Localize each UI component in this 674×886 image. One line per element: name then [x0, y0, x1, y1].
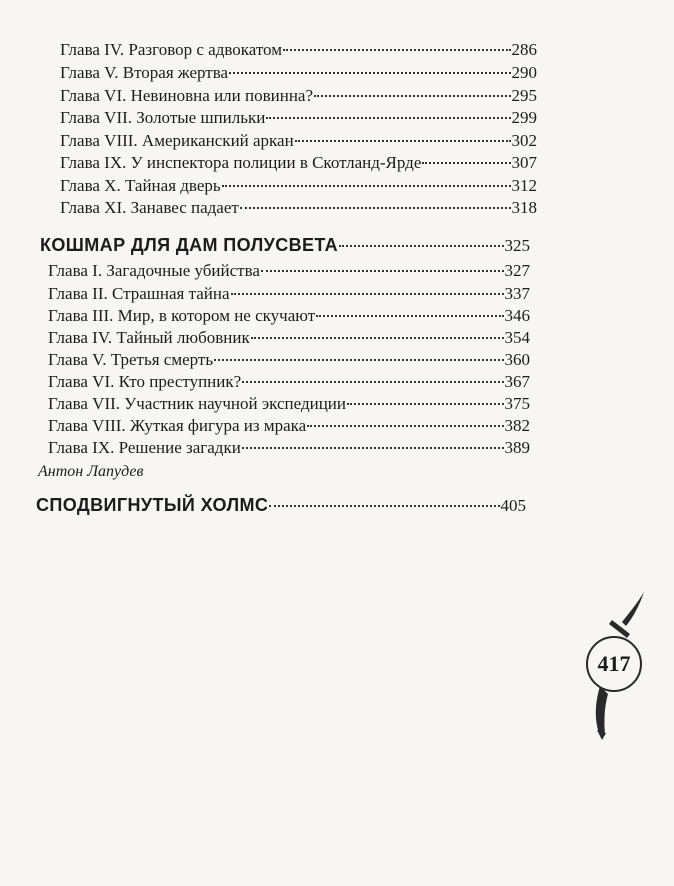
entry-title: Глава V. Вторая жертва: [60, 63, 229, 82]
section-page: 325: [504, 236, 530, 255]
toc-entry[interactable]: [60, 197, 537, 219]
entry-page: 382: [504, 416, 530, 435]
toc-entry[interactable]: [48, 283, 530, 305]
entry-page: 286: [511, 40, 537, 59]
dot-leader: [214, 359, 503, 361]
section-heading[interactable]: [36, 494, 526, 517]
entry-page: 360: [504, 350, 530, 369]
entry-page: 375: [504, 394, 530, 413]
entry-title: Глава VIII. Жуткая фигура из мрака: [48, 416, 307, 435]
dot-leader: [231, 293, 504, 295]
section-heading[interactable]: [40, 234, 530, 257]
entry-title: Глава XI. Занавес падает: [60, 198, 239, 217]
toc-entry[interactable]: [48, 327, 530, 349]
dot-leader: [229, 72, 510, 74]
dot-leader: [347, 403, 504, 405]
entry-title: Глава III. Мир, в котором не скучают: [48, 306, 316, 325]
entry-title: Глава IV. Тайный любовник: [48, 328, 250, 347]
toc-entry[interactable]: [60, 152, 537, 174]
entry-title: Глава VI. Невиновна или повинна?: [60, 86, 314, 105]
toc-entry[interactable]: [48, 371, 530, 393]
toc-entry[interactable]: [48, 305, 530, 327]
dot-leader: [261, 270, 504, 272]
section-title: КОШМАР ДЛЯ ДАМ ПОЛУСВЕТА: [40, 235, 339, 255]
entry-title: Глава IV. Разговор с адвокатом: [60, 40, 282, 59]
dot-leader: [222, 185, 511, 187]
dot-leader: [266, 117, 510, 119]
dot-leader: [422, 162, 510, 164]
entry-title: Глава VII. Золотые шпильки: [60, 108, 266, 127]
entry-title: Глава II. Страшная тайна: [48, 284, 230, 303]
dot-leader: [295, 140, 511, 142]
entry-title: Глава V. Третья смерть: [48, 350, 214, 369]
toc-entry[interactable]: [60, 85, 537, 107]
entry-page: 302: [511, 131, 537, 150]
dot-leader: [314, 95, 510, 97]
entry-title: Глава VII. Участник научной экспедиции: [48, 394, 346, 413]
dot-leader: [283, 49, 511, 51]
dot-leader: [242, 447, 504, 449]
entry-page: 318: [511, 198, 537, 217]
dot-leader: [316, 315, 503, 317]
author-name: Антон Лапудев: [38, 463, 144, 480]
dot-leader: [242, 381, 503, 383]
entry-page: 367: [504, 372, 530, 391]
entry-page: 290: [511, 63, 537, 82]
toc-entry[interactable]: [48, 415, 530, 437]
section-page: 405: [500, 496, 526, 515]
dot-leader: [307, 425, 503, 427]
dot-leader: [240, 207, 511, 209]
entry-page: 354: [504, 328, 530, 347]
entry-page: 295: [511, 86, 537, 105]
toc-entry[interactable]: [60, 39, 537, 61]
toc-entry[interactable]: [48, 437, 530, 459]
toc-entry[interactable]: [60, 107, 537, 129]
page-number: 417: [597, 651, 631, 676]
entry-title: Глава X. Тайная дверь: [60, 176, 221, 195]
toc-entry[interactable]: [48, 349, 530, 371]
entry-page: 312: [511, 176, 537, 195]
entry-page: 307: [511, 153, 537, 172]
entry-title: Глава VI. Кто преступник?: [48, 372, 242, 391]
toc-entry[interactable]: [60, 130, 537, 152]
dot-leader: [269, 505, 499, 507]
entry-title: Глава I. Загадочные убийства: [48, 261, 260, 280]
entry-page: 337: [504, 284, 530, 303]
entry-page: 327: [504, 261, 530, 280]
entry-title: Глава IX. Решение загадки: [48, 438, 241, 457]
entry-title: Глава IX. У инспектора полиции в Скотланд-Ярде: [60, 153, 422, 172]
section-title: СПОДВИГНУТЫЙ ХОЛМС: [36, 495, 269, 515]
dot-leader: [251, 337, 504, 339]
toc-entry[interactable]: [48, 260, 530, 282]
entry-title: Глава VIII. Американский аркан: [60, 131, 294, 150]
entry-page: 389: [504, 438, 530, 457]
entry-page: 299: [511, 108, 537, 127]
toc-entry[interactable]: [60, 175, 537, 197]
entry-page: 346: [504, 306, 530, 325]
dot-leader: [339, 245, 503, 247]
toc-entry[interactable]: [48, 393, 530, 415]
toc-entry[interactable]: [60, 62, 537, 84]
